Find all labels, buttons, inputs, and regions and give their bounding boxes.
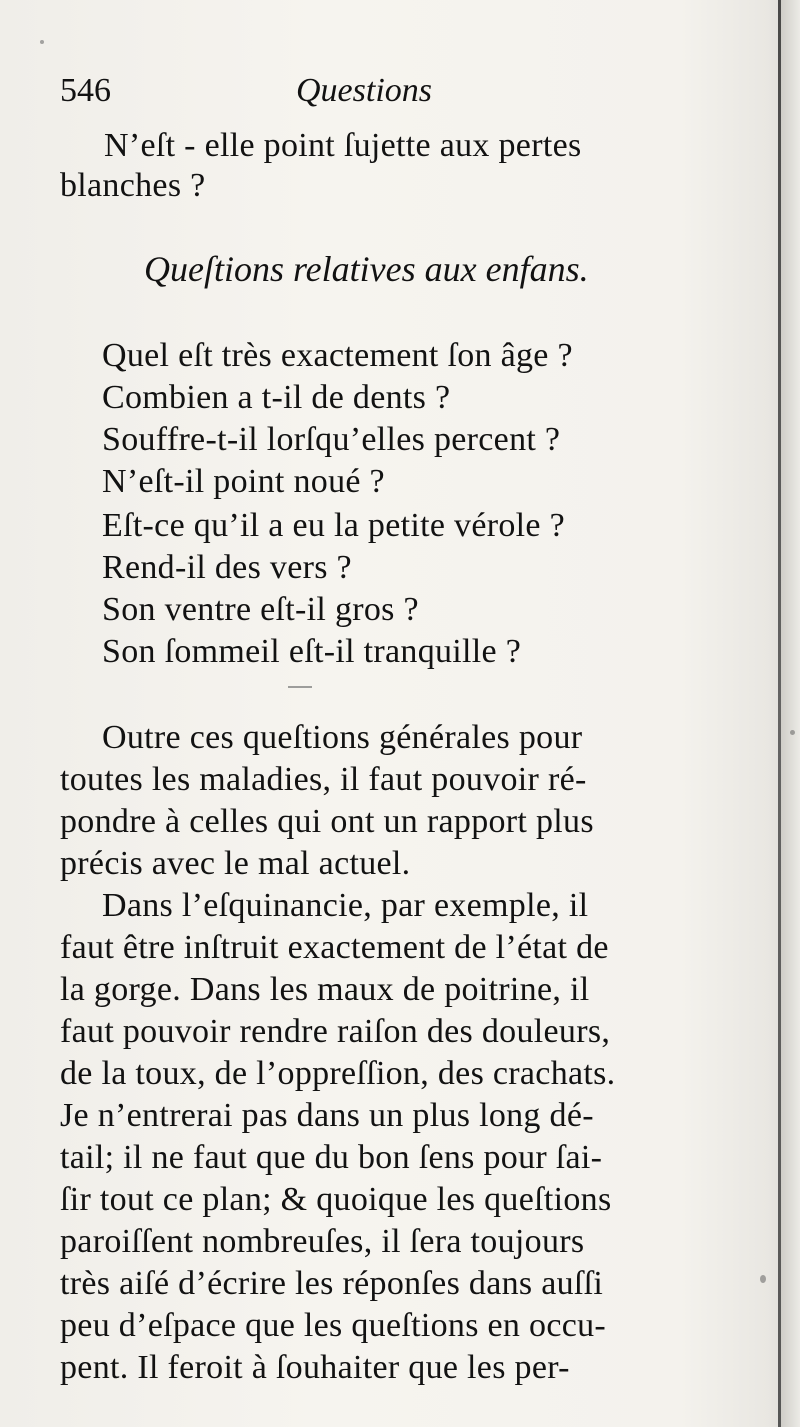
ink-speck: [40, 40, 44, 44]
paragraph-line: pent. Il feroit à ſouhaiter que les per-: [60, 1349, 570, 1386]
ink-speck: [790, 730, 795, 735]
paragraph-line: la gorge. Dans les maux de poitrine, il: [60, 971, 590, 1008]
paragraph-line: faut être inſtruit exactement de l’état de: [60, 929, 609, 966]
paragraph-line: peu d’eſpace que les queſtions en occu-: [60, 1307, 607, 1344]
section-divider: [288, 686, 312, 688]
question-line: Quel eſt très exactement ſon âge ?: [102, 337, 573, 374]
paragraph-line: paroiſſent nombreuſes, il ſera toujours: [60, 1223, 585, 1260]
question-line: Son ſommeil eſt-il tranquille ?: [102, 633, 522, 670]
ink-speck: [760, 1275, 766, 1283]
paragraph-line: toutes les maladies, il faut pouvoir ré-: [60, 761, 587, 798]
question-line: Eſt-ce qu’il a eu la petite vérole ?: [102, 507, 565, 544]
paragraph-line: précis avec le mal actuel.: [60, 845, 411, 882]
page-number: 546: [60, 72, 111, 109]
text-line: blanches ?: [60, 167, 206, 204]
paragraph-line: très aiſé d’écrire les réponſes dans auſſi: [60, 1265, 604, 1302]
paragraph-line: Je n’entrerai pas dans un plus long dé-: [60, 1097, 594, 1134]
paragraph-line: Outre ces queſtions générales pour: [102, 719, 583, 756]
question-line: Rend-il des vers ?: [102, 549, 352, 586]
paragraph-line: ſir tout ce plan; & quoique les queſtions: [60, 1181, 612, 1218]
question-line: Combien a t-il de dents ?: [102, 379, 451, 416]
paragraph-line: faut pouvoir rendre raiſon des douleurs,: [60, 1013, 611, 1050]
question-line: Souffre-t-il lorſqu’elles percent ?: [102, 421, 561, 458]
text-line: N’eſt - elle point ſujette aux pertes: [104, 127, 582, 164]
section-title: Queſtions relatives aux enfans.: [144, 249, 589, 289]
paragraph-line: pondre à celles qui ont un rapport plus: [60, 803, 594, 840]
question-line: Son ventre eſt-il gros ?: [102, 591, 419, 628]
paragraph-line: de la toux, de l’oppreſſion, des crachats.: [60, 1055, 616, 1092]
paragraph-line: tail; il ne faut que du bon ſens pour ſai-: [60, 1139, 603, 1176]
question-line: N’eſt-il point noué ?: [102, 463, 385, 500]
running-title: Questions: [296, 72, 432, 109]
page-edge-shadow: [781, 0, 800, 1427]
paragraph-line: Dans l’eſquinancie, par exemple, il: [102, 887, 589, 924]
